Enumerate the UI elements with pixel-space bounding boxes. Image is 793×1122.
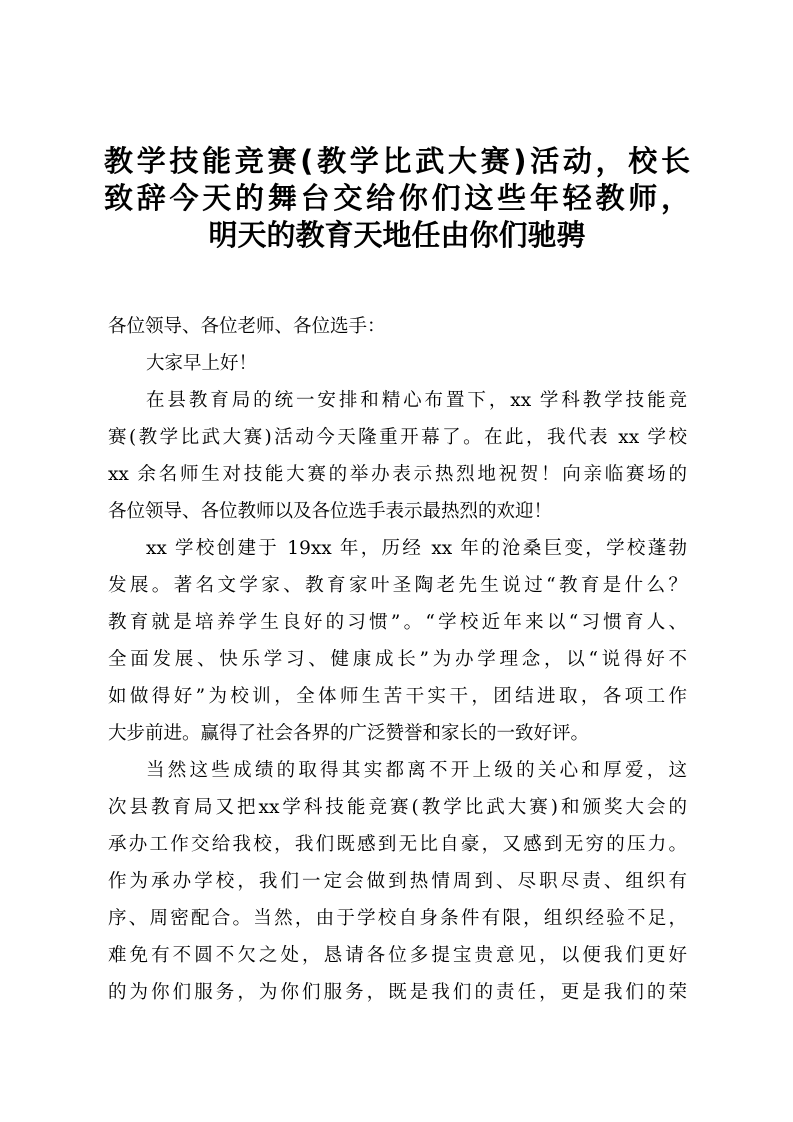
paragraph-line: 在县教育局的统一安排和精心布置下，xx 学科教学技能竞: [146, 390, 687, 411]
paragraph-line: xx 余名师生对技能大赛的举办表示热烈地祝贺！向亲临赛场的: [108, 464, 687, 485]
document-title: [104, 143, 690, 254]
paragraph: [108, 752, 687, 1011]
title-line: 教学技能竞赛(教学比武大赛)活动，校长: [104, 144, 690, 178]
paragraphs: [108, 382, 687, 1011]
paragraph-line: 各位领导、各位教师以及各位选手表示最热烈的欢迎！: [108, 501, 553, 522]
paragraph-line: 次县教育局又把xx学科技能竞赛(教学比武大赛)和颁奖大会的: [108, 797, 687, 818]
title-line: 致辞今天的舞台交给你们这些年轻教师，: [104, 181, 690, 215]
paragraph-line: 的为你们服务，为你们服务，既是我们的责任，更是我们的荣: [108, 982, 687, 1003]
paragraph: [108, 382, 687, 530]
greeting: 大家早上好！: [146, 353, 258, 374]
paragraph-line: 序、周密配合。当然，由于学校自身条件有限，组织经验不足，: [108, 908, 687, 929]
paragraph-line: 当然这些成绩的取得其实都离不开上级的关心和厚爱，这: [146, 760, 687, 781]
paragraph-line: 全面发展、快乐学习、健康成长”为办学理念，以“说得好不: [108, 649, 687, 670]
paragraph-line: 赛(教学比武大赛)活动今天隆重开幕了。在此，我代表 xx 学校: [108, 427, 687, 448]
paragraph-line: xx 学校创建于 19xx 年，历经 xx 年的沧桑巨变，学校蓬勃: [146, 538, 687, 559]
salutation: 各位领导、各位老师、各位选手：: [108, 316, 386, 337]
paragraph-line: 难免有不圆不欠之处，恳请各位多提宝贵意见，以便我们更好: [108, 945, 687, 966]
paragraph-line: 教育就是培养学生良好的习惯”。“学校近年来以“习惯育人、: [108, 612, 687, 633]
title-line: 明天的教育天地任由你们驰骋: [208, 218, 586, 252]
paragraph-line: 承办工作交给我校，我们既感到无比自豪，又感到无穷的压力。: [108, 834, 687, 855]
document-body: [108, 308, 687, 1011]
paragraph-line: 如做得好”为校训，全体师生苦干实干，团结进取，各项工作: [108, 686, 687, 707]
paragraph: [108, 530, 687, 752]
paragraph-line: 大步前进。赢得了社会各界的广泛赞誉和家长的一致好评。: [108, 723, 590, 744]
paragraph-line: 作为承办学校，我们一定会做到热情周到、尽职尽责、组织有: [108, 871, 687, 892]
paragraph-line: 发展。著名文学家、教育家叶圣陶老先生说过“教育是什么？: [108, 575, 687, 596]
